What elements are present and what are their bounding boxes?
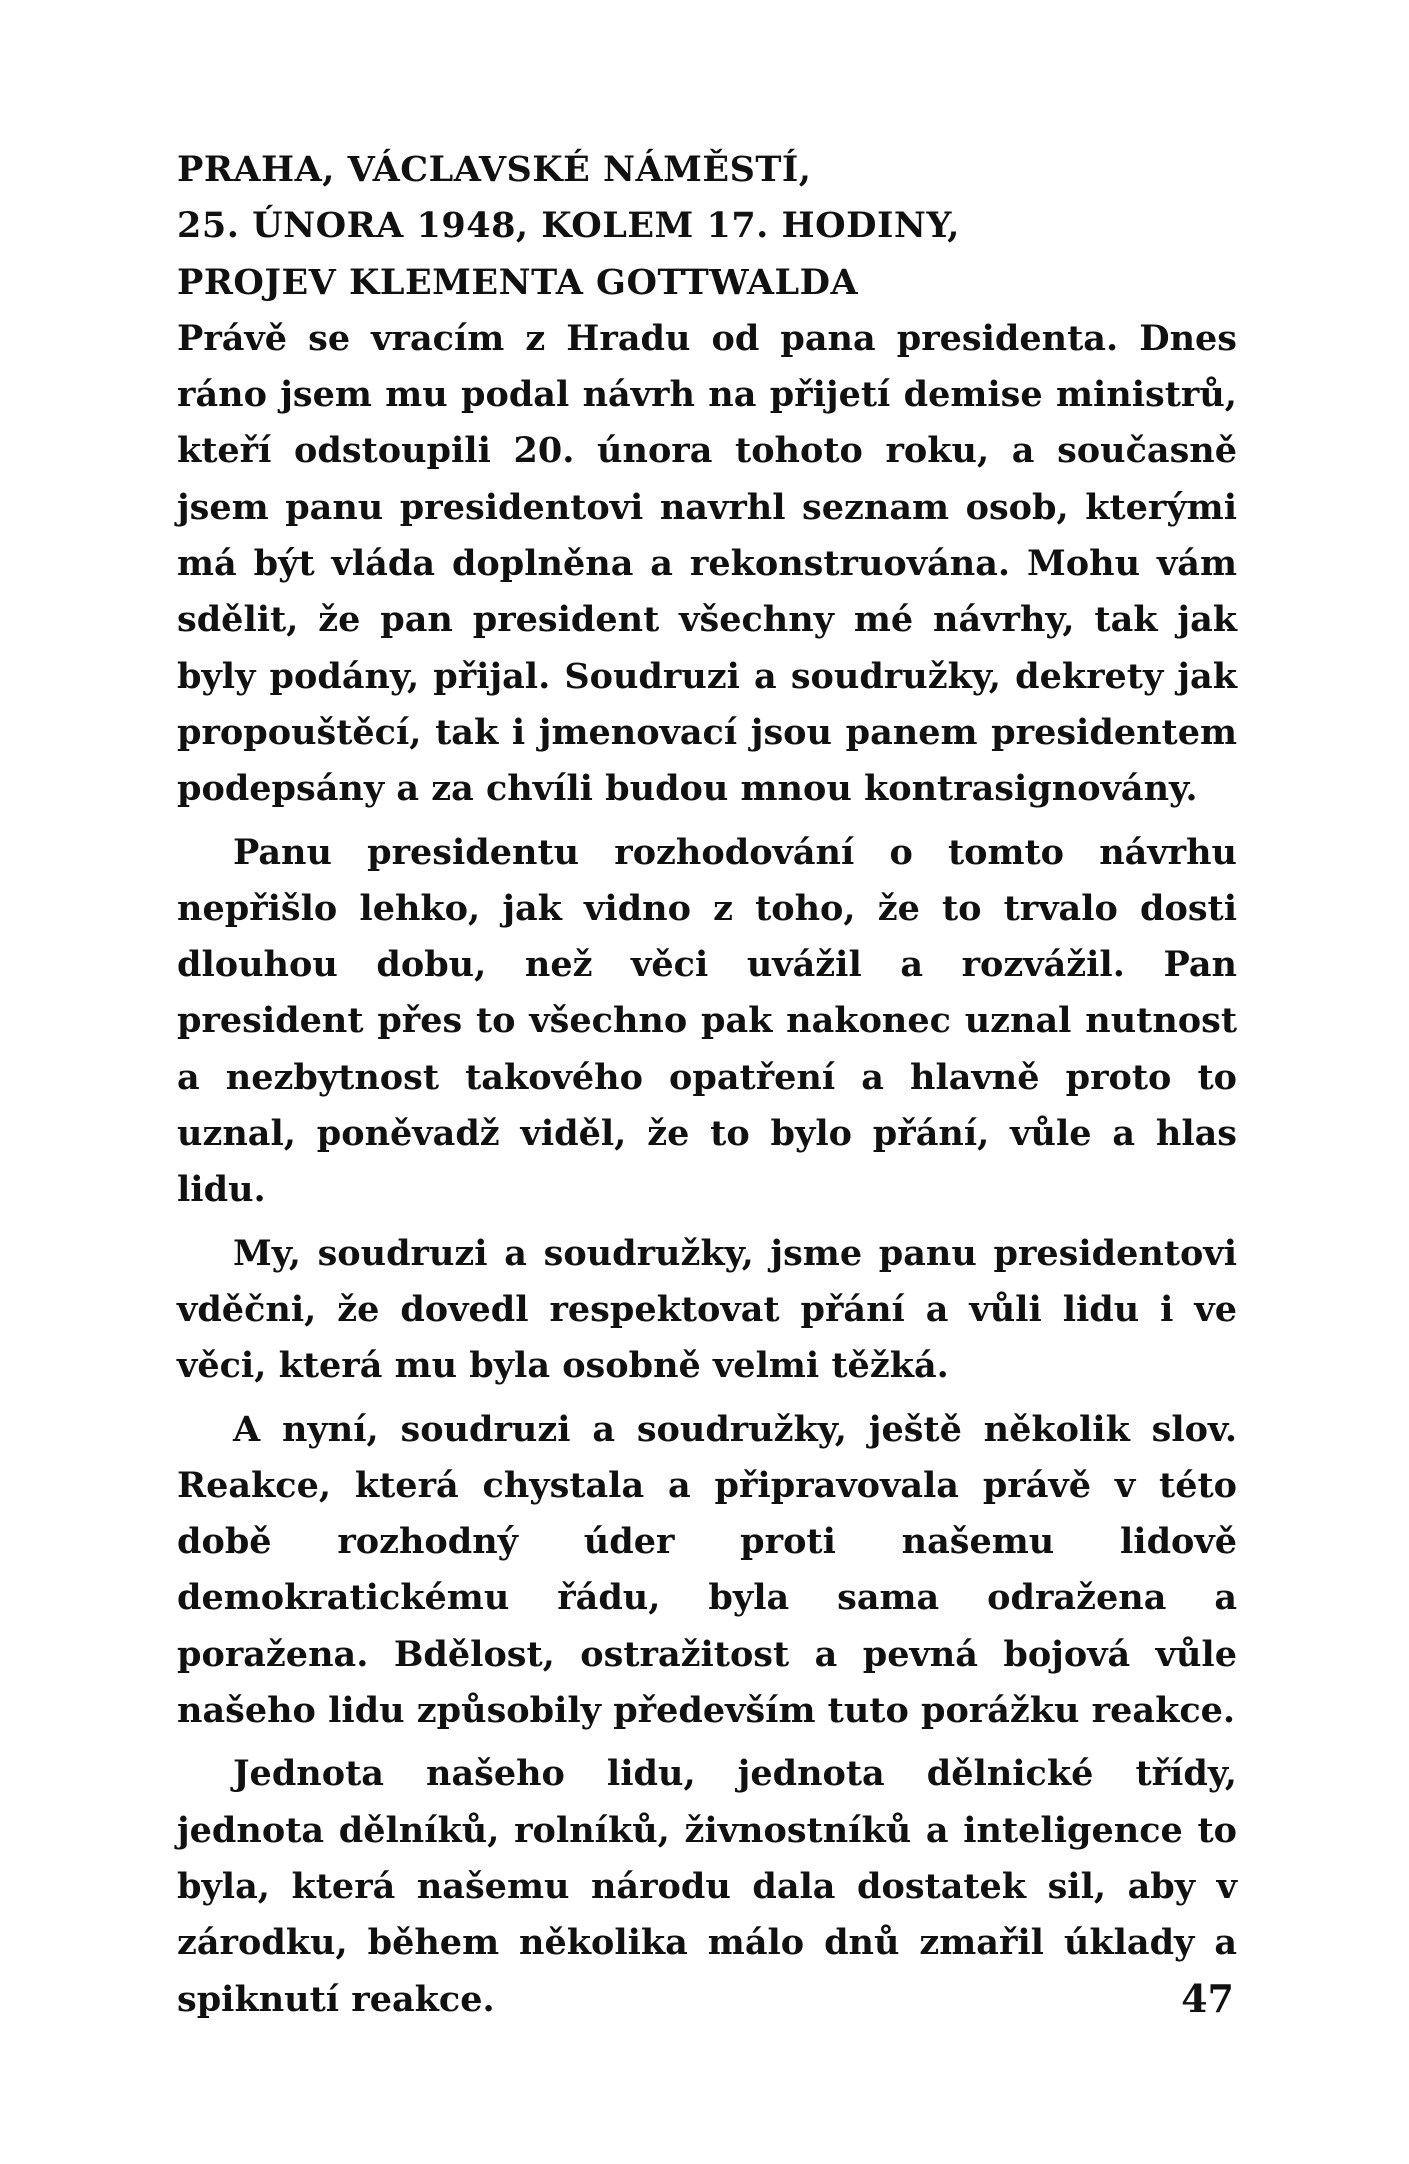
paragraph-4: A nyní, soudruzi a soudružky, ještě několik slov. Reakce, která chystala a připravovala právě v této době rozhodný úder proti našemu lidově demokratickému řádu, byla sama odražena a poražena. Bdělost, ostražitost a pevná bojová vůle našeho lidu způsobily především tuto porážku reakce. [177, 1408, 1237, 1732]
heading-line-date: 25. ÚNORA 1948, KOLEM 17. HODINY, [177, 205, 960, 247]
paragraph-3: My, soudruzi a soudružky, jsme panu presidentovi vděčni, že dovedl respektovat přání a vůli lidu i ve věci, která mu byla osobně velmi těžká. [177, 1232, 1237, 1387]
paragraph-5: Jednota našeho lidu, jednota dělnické třídy, jednota dělníků, rolníků, živnostníků a inteligence to byla, která našemu národu dala dostatek sil, aby v zárodku, během několika málo dnů zmařil úklady a spiknutí reakce. [177, 1753, 1237, 2020]
heading-line-place: PRAHA, VÁCLAVSKÉ NÁMĚSTÍ, [177, 149, 812, 190]
heading-line-title: PROJEV KLEMENTA GOTTWALDA [177, 261, 859, 303]
paragraph-2: Panu presidentu rozhodování o tomto návrhu nepřišlo lehko, jak vidno z toho, že to trvalo dosti dlouhou dobu, než věci uvážil a rozvážil. Pan president přes to všechno pak nakonec uznal nutnost a nezbytnost takového opatření a hlavně proto to uznal, poněvadž viděl, že to bylo přání, vůle a hlas lidu. [177, 831, 1237, 1211]
page-number: 47 [1181, 1976, 1234, 2021]
chapter-heading [177, 142, 1237, 311]
page-text-block [177, 142, 1237, 2028]
paragraph-1: Právě se vracím z Hradu od pana presidenta. Dnes ráno jsem mu podal návrh na přijetí demise ministrů, kteří odstoupili 20. února tohoto roku, a současně jsem panu presidentovi navrhl seznam osob, kterými má být vláda doplněna a rekonstruována. Mohu vám sdělit, že pan president všechny mé návrhy, tak jak byly podány, přijal. Soudruzi a soudružky, dekrety jak propouštěcí, tak i jmenovací jsou panem presidentem podepsány a za chvíli budou mnou kontrasignovány. [177, 317, 1237, 810]
